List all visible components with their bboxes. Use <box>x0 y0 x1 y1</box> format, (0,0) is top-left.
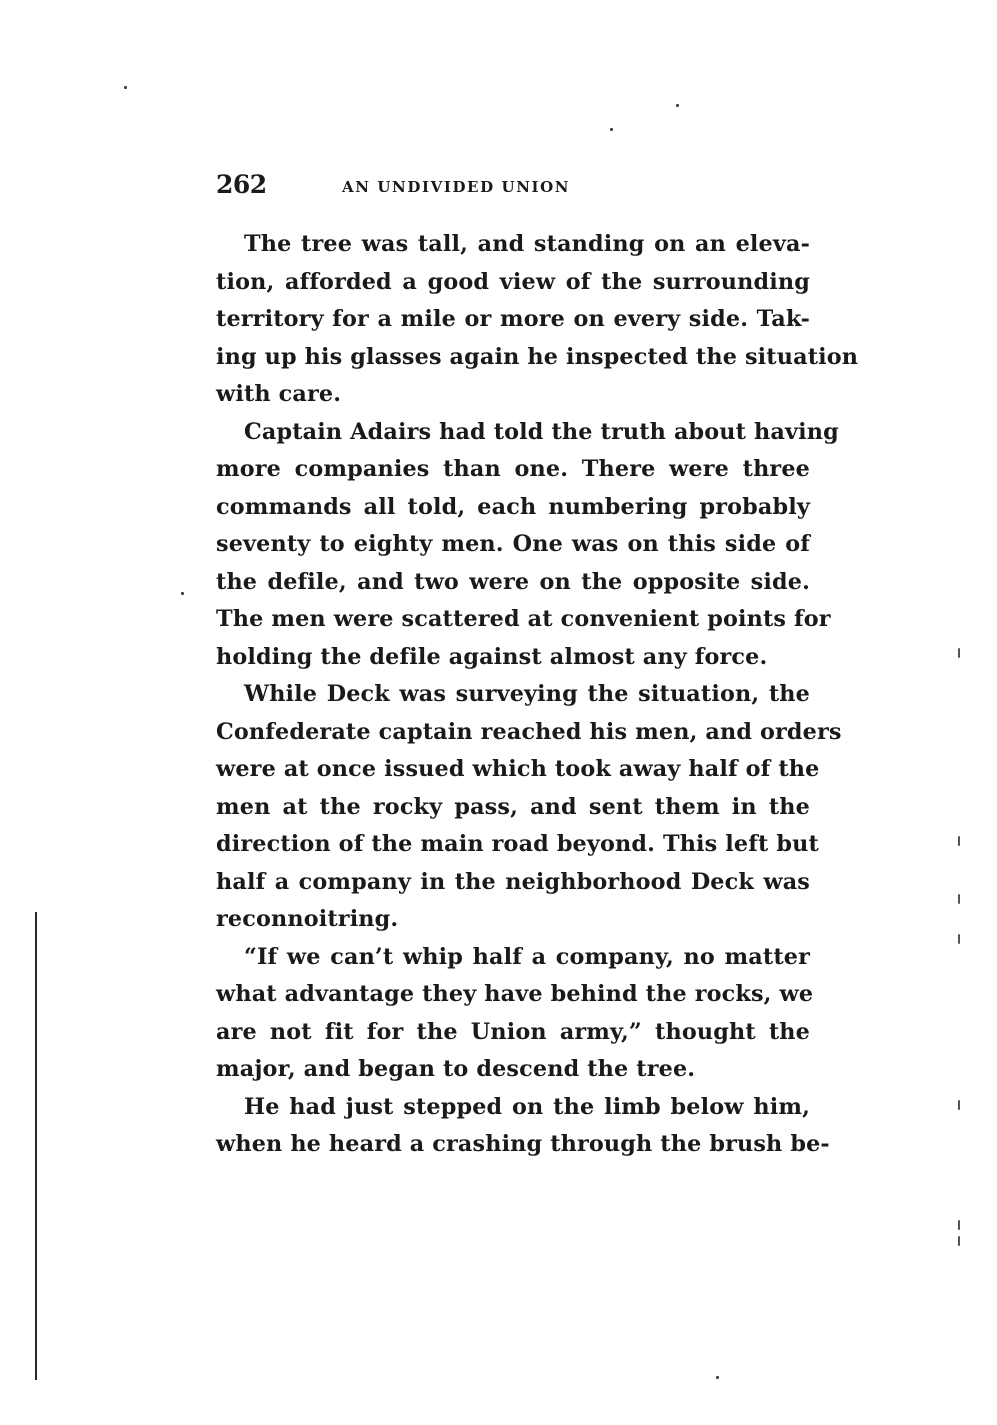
text-line: reconnoitring. <box>216 906 399 932</box>
scan-speck <box>958 648 960 658</box>
scan-speck <box>676 104 679 107</box>
text-line: major, and began to descend the tree. <box>216 1056 696 1082</box>
text-line: territory for a mile or more on every side. Tak- <box>216 306 810 332</box>
paragraph <box>216 226 859 414</box>
paragraph <box>216 939 814 1089</box>
text-line: commands all told, each numbering probably <box>216 493 810 520</box>
text-line: men at the rocky pass, and sent them in the <box>216 793 810 820</box>
text-line: were at once issued which took away half of the <box>216 756 820 782</box>
text-line: While Deck was surveying the situation, the <box>244 681 810 707</box>
running-head: AN UNDIVIDED UNION <box>342 178 571 196</box>
text-line: “If we can’t whip half a company, no matter <box>244 943 810 970</box>
page-number: 262 <box>216 170 267 199</box>
text-line: The tree was tall, and standing on an eleva- <box>244 231 810 257</box>
text-line: seventy to eighty men. One was on this side of <box>216 531 810 557</box>
scan-speck <box>716 1376 719 1379</box>
text-line: when he heard a crashing through the brush be- <box>216 1131 830 1157</box>
text-line: are not fit for the Union army,” thought the <box>216 1018 810 1045</box>
text-line: the defile, and two were on the opposite side. <box>216 568 810 595</box>
paragraph <box>216 414 839 677</box>
scan-speck <box>958 894 960 904</box>
text-line: direction of the main road beyond. This left but <box>216 831 819 857</box>
body-text <box>216 226 859 1164</box>
scan-speck <box>958 836 960 846</box>
scan-speck <box>958 1220 960 1230</box>
text-line: Confederate captain reached his men, and orders <box>216 718 842 745</box>
text-line: He had just stepped on the limb below him, <box>244 1093 810 1120</box>
text-line: half a company in the neighborhood Deck was <box>216 868 810 895</box>
text-line: holding the defile against almost any force. <box>216 643 768 670</box>
text-line: what advantage they have behind the rocks, we <box>216 981 814 1007</box>
text-line: Captain Adairs had told the truth about having <box>244 418 839 445</box>
text-line: tion, afforded a good view of the surrounding <box>216 268 810 295</box>
scan-speck <box>124 86 127 89</box>
scan-speck <box>610 128 613 131</box>
scan-speck <box>958 934 960 944</box>
page-header <box>216 170 810 206</box>
paragraph <box>216 676 842 939</box>
scan-speck <box>958 1100 960 1110</box>
scan-speck <box>958 1236 960 1246</box>
text-line: with care. <box>216 381 342 407</box>
scan-speck <box>181 592 184 595</box>
text-line: more companies than one. There were three <box>216 456 810 482</box>
text-line: ing up his glasses again he inspected the situation <box>216 343 859 370</box>
scan-edge-line <box>35 912 37 1380</box>
text-line: The men were scattered at convenient points for <box>216 606 831 632</box>
paragraph <box>216 1089 830 1164</box>
